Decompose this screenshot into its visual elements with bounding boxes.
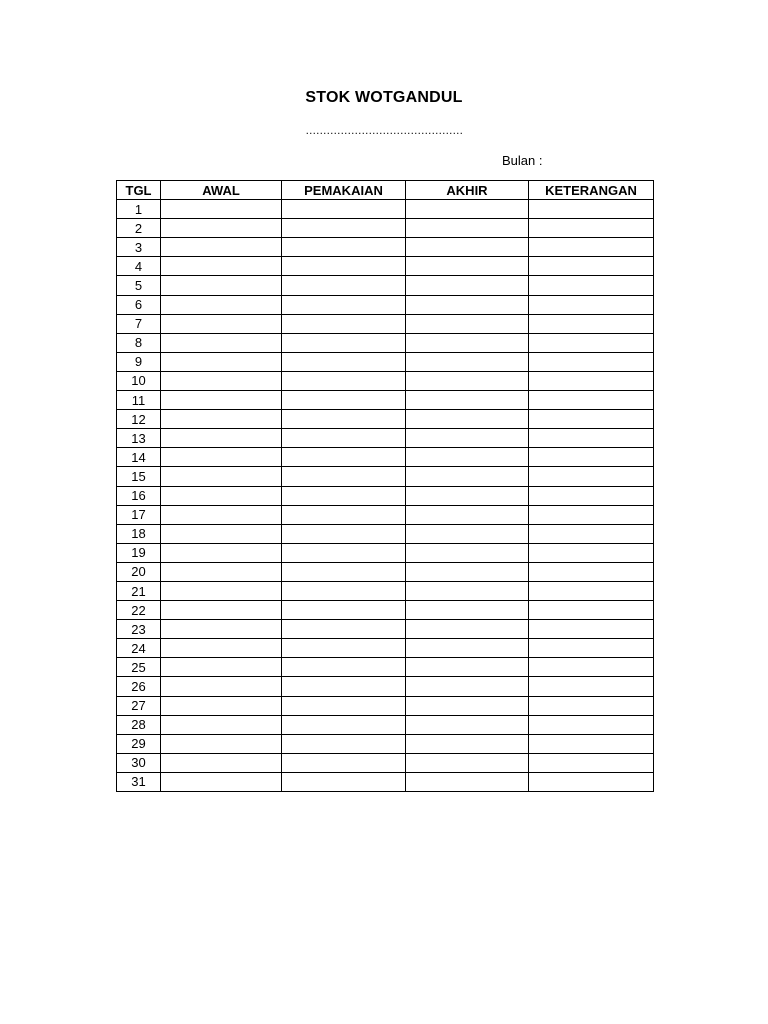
table-row: [117, 696, 654, 715]
tgl-cell: 6: [117, 295, 161, 314]
table-row: [117, 410, 654, 429]
akhir-cell[interactable]: [406, 352, 529, 371]
akhir-cell[interactable]: [406, 391, 529, 410]
keterangan-cell[interactable]: [529, 276, 654, 295]
akhir-cell[interactable]: [406, 677, 529, 696]
akhir-cell[interactable]: [406, 620, 529, 639]
table-row: [117, 371, 654, 390]
awal-cell[interactable]: [161, 639, 282, 658]
table-row: [117, 505, 654, 524]
keterangan-cell[interactable]: [529, 333, 654, 352]
akhir-cell[interactable]: [406, 734, 529, 753]
table-row: [117, 734, 654, 753]
akhir-cell[interactable]: [406, 753, 529, 772]
keterangan-cell[interactable]: [529, 562, 654, 581]
awal-cell[interactable]: [161, 410, 282, 429]
akhir-cell[interactable]: [406, 429, 529, 448]
table-row: [117, 524, 654, 543]
table-row: [117, 333, 654, 352]
akhir-cell[interactable]: [406, 696, 529, 715]
document-title: STOK WOTGANDUL: [305, 89, 463, 106]
table-row: [117, 639, 654, 658]
keterangan-cell[interactable]: [529, 391, 654, 410]
pemakaian-cell[interactable]: [282, 524, 406, 543]
pemakaian-cell[interactable]: [282, 238, 406, 257]
pemakaian-cell[interactable]: [282, 601, 406, 620]
tgl-cell: 20: [117, 562, 161, 581]
keterangan-cell[interactable]: [529, 200, 654, 219]
table-row: [117, 486, 654, 505]
pemakaian-cell[interactable]: [282, 448, 406, 467]
keterangan-cell[interactable]: [529, 410, 654, 429]
table-row: [117, 200, 654, 219]
pemakaian-cell[interactable]: [282, 200, 406, 219]
akhir-cell[interactable]: [406, 772, 529, 791]
header-akhir: AKHIR: [406, 181, 529, 200]
pemakaian-cell[interactable]: [282, 371, 406, 390]
pemakaian-cell[interactable]: [282, 295, 406, 314]
table-row: [117, 581, 654, 600]
akhir-cell[interactable]: [406, 562, 529, 581]
akhir-cell[interactable]: [406, 581, 529, 600]
pemakaian-cell[interactable]: [282, 543, 406, 562]
tgl-cell: 7: [117, 314, 161, 333]
keterangan-cell[interactable]: [529, 696, 654, 715]
tgl-cell: 3: [117, 238, 161, 257]
tgl-cell: 5: [117, 276, 161, 295]
akhir-cell[interactable]: [406, 505, 529, 524]
awal-cell[interactable]: [161, 238, 282, 257]
pemakaian-cell[interactable]: [282, 562, 406, 581]
table-row: [117, 753, 654, 772]
table-row: [117, 257, 654, 276]
stock-table: [116, 180, 654, 792]
table-row: [117, 276, 654, 295]
tgl-cell: 14: [117, 448, 161, 467]
akhir-cell[interactable]: [406, 486, 529, 505]
pemakaian-cell[interactable]: [282, 620, 406, 639]
keterangan-cell[interactable]: [529, 352, 654, 371]
awal-cell[interactable]: [161, 276, 282, 295]
pemakaian-cell[interactable]: [282, 219, 406, 238]
keterangan-cell[interactable]: [529, 219, 654, 238]
awal-cell[interactable]: [161, 371, 282, 390]
table-row: [117, 448, 654, 467]
tgl-cell: 8: [117, 333, 161, 352]
keterangan-cell[interactable]: [529, 295, 654, 314]
awal-cell[interactable]: [161, 620, 282, 639]
akhir-cell[interactable]: [406, 524, 529, 543]
tgl-cell: 12: [117, 410, 161, 429]
tgl-cell: 1: [117, 200, 161, 219]
keterangan-cell[interactable]: [529, 734, 654, 753]
awal-cell[interactable]: [161, 314, 282, 333]
tgl-cell: 25: [117, 658, 161, 677]
awal-cell[interactable]: [161, 562, 282, 581]
akhir-cell[interactable]: [406, 371, 529, 390]
keterangan-cell[interactable]: [529, 715, 654, 734]
pemakaian-cell[interactable]: [282, 391, 406, 410]
tgl-cell: 10: [117, 371, 161, 390]
tgl-cell: 9: [117, 352, 161, 371]
tgl-cell: 17: [117, 505, 161, 524]
awal-cell[interactable]: [161, 429, 282, 448]
pemakaian-cell[interactable]: [282, 333, 406, 352]
pemakaian-cell[interactable]: [282, 410, 406, 429]
keterangan-cell[interactable]: [529, 486, 654, 505]
table-row: [117, 562, 654, 581]
tgl-cell: 22: [117, 601, 161, 620]
akhir-cell[interactable]: [406, 410, 529, 429]
akhir-cell[interactable]: [406, 200, 529, 219]
awal-cell[interactable]: [161, 295, 282, 314]
pemakaian-cell[interactable]: [282, 772, 406, 791]
akhir-cell[interactable]: [406, 276, 529, 295]
awal-cell[interactable]: [161, 696, 282, 715]
tgl-cell: 27: [117, 696, 161, 715]
akhir-cell[interactable]: [406, 257, 529, 276]
awal-cell[interactable]: [161, 734, 282, 753]
table-row: [117, 429, 654, 448]
akhir-cell[interactable]: [406, 639, 529, 658]
keterangan-cell[interactable]: [529, 448, 654, 467]
table-row: [117, 601, 654, 620]
tgl-cell: 11: [117, 391, 161, 410]
keterangan-cell[interactable]: [529, 581, 654, 600]
keterangan-cell[interactable]: [529, 639, 654, 658]
awal-cell[interactable]: [161, 772, 282, 791]
keterangan-cell[interactable]: [529, 658, 654, 677]
keterangan-cell[interactable]: [529, 505, 654, 524]
tgl-cell: 26: [117, 677, 161, 696]
akhir-cell[interactable]: [406, 543, 529, 562]
keterangan-cell[interactable]: [529, 677, 654, 696]
header-keterangan: KETERANGAN: [529, 181, 654, 200]
akhir-cell[interactable]: [406, 715, 529, 734]
akhir-cell[interactable]: [406, 467, 529, 486]
table-row: [117, 391, 654, 410]
month-label: Bulan :: [502, 153, 543, 168]
awal-cell[interactable]: [161, 505, 282, 524]
pemakaian-cell[interactable]: [282, 639, 406, 658]
tgl-cell: 13: [117, 429, 161, 448]
pemakaian-cell[interactable]: [282, 696, 406, 715]
table-row: [117, 238, 654, 257]
tgl-cell: 28: [117, 715, 161, 734]
header-tgl: TGL: [117, 181, 161, 200]
table-row: [117, 352, 654, 371]
table-row: [117, 658, 654, 677]
pemakaian-cell[interactable]: [282, 276, 406, 295]
table-row: [117, 620, 654, 639]
keterangan-cell[interactable]: [529, 314, 654, 333]
pemakaian-cell[interactable]: [282, 753, 406, 772]
awal-cell[interactable]: [161, 658, 282, 677]
table-row: [117, 314, 654, 333]
awal-cell[interactable]: [161, 333, 282, 352]
pemakaian-cell[interactable]: [282, 314, 406, 333]
header-pemakaian: PEMAKAIAN: [282, 181, 406, 200]
tgl-cell: 30: [117, 753, 161, 772]
akhir-cell[interactable]: [406, 219, 529, 238]
pemakaian-cell[interactable]: [282, 677, 406, 696]
keterangan-cell[interactable]: [529, 467, 654, 486]
pemakaian-cell[interactable]: [282, 257, 406, 276]
akhir-cell[interactable]: [406, 333, 529, 352]
tgl-cell: 2: [117, 219, 161, 238]
table-row: [117, 467, 654, 486]
awal-cell[interactable]: [161, 352, 282, 371]
akhir-cell[interactable]: [406, 658, 529, 677]
akhir-cell[interactable]: [406, 601, 529, 620]
pemakaian-cell[interactable]: [282, 734, 406, 753]
awal-cell[interactable]: [161, 677, 282, 696]
pemakaian-cell[interactable]: [282, 352, 406, 371]
dotted-fill-line: ………………………………………: [305, 125, 463, 137]
tgl-cell: 23: [117, 620, 161, 639]
tgl-cell: 19: [117, 543, 161, 562]
awal-cell[interactable]: [161, 391, 282, 410]
akhir-cell[interactable]: [406, 314, 529, 333]
keterangan-cell[interactable]: [529, 429, 654, 448]
keterangan-cell[interactable]: [529, 238, 654, 257]
keterangan-cell[interactable]: [529, 753, 654, 772]
table-row: [117, 295, 654, 314]
pemakaian-cell[interactable]: [282, 429, 406, 448]
pemakaian-cell[interactable]: [282, 581, 406, 600]
keterangan-cell[interactable]: [529, 371, 654, 390]
akhir-cell[interactable]: [406, 295, 529, 314]
keterangan-cell[interactable]: [529, 772, 654, 791]
stock-table-body: [117, 200, 654, 792]
awal-cell[interactable]: [161, 543, 282, 562]
tgl-cell: 31: [117, 772, 161, 791]
awal-cell[interactable]: [161, 524, 282, 543]
awal-cell[interactable]: [161, 467, 282, 486]
tgl-cell: 4: [117, 257, 161, 276]
tgl-cell: 18: [117, 524, 161, 543]
akhir-cell[interactable]: [406, 448, 529, 467]
pemakaian-cell[interactable]: [282, 715, 406, 734]
awal-cell[interactable]: [161, 200, 282, 219]
header-awal: AWAL: [161, 181, 282, 200]
awal-cell[interactable]: [161, 257, 282, 276]
akhir-cell[interactable]: [406, 238, 529, 257]
pemakaian-cell[interactable]: [282, 486, 406, 505]
table-row: [117, 219, 654, 238]
awal-cell[interactable]: [161, 581, 282, 600]
pemakaian-cell[interactable]: [282, 658, 406, 677]
keterangan-cell[interactable]: [529, 257, 654, 276]
table-header-row: [117, 181, 654, 200]
tgl-cell: 16: [117, 486, 161, 505]
tgl-cell: 24: [117, 639, 161, 658]
awal-cell[interactable]: [161, 448, 282, 467]
pemakaian-cell[interactable]: [282, 505, 406, 524]
awal-cell[interactable]: [161, 601, 282, 620]
table-row: [117, 677, 654, 696]
awal-cell[interactable]: [161, 219, 282, 238]
pemakaian-cell[interactable]: [282, 467, 406, 486]
keterangan-cell[interactable]: [529, 620, 654, 639]
awal-cell[interactable]: [161, 753, 282, 772]
tgl-cell: 21: [117, 581, 161, 600]
keterangan-cell[interactable]: [529, 543, 654, 562]
table-row: [117, 543, 654, 562]
keterangan-cell[interactable]: [529, 601, 654, 620]
keterangan-cell[interactable]: [529, 524, 654, 543]
tgl-cell: 15: [117, 467, 161, 486]
awal-cell[interactable]: [161, 486, 282, 505]
awal-cell[interactable]: [161, 715, 282, 734]
tgl-cell: 29: [117, 734, 161, 753]
table-row: [117, 715, 654, 734]
table-row: [117, 772, 654, 791]
